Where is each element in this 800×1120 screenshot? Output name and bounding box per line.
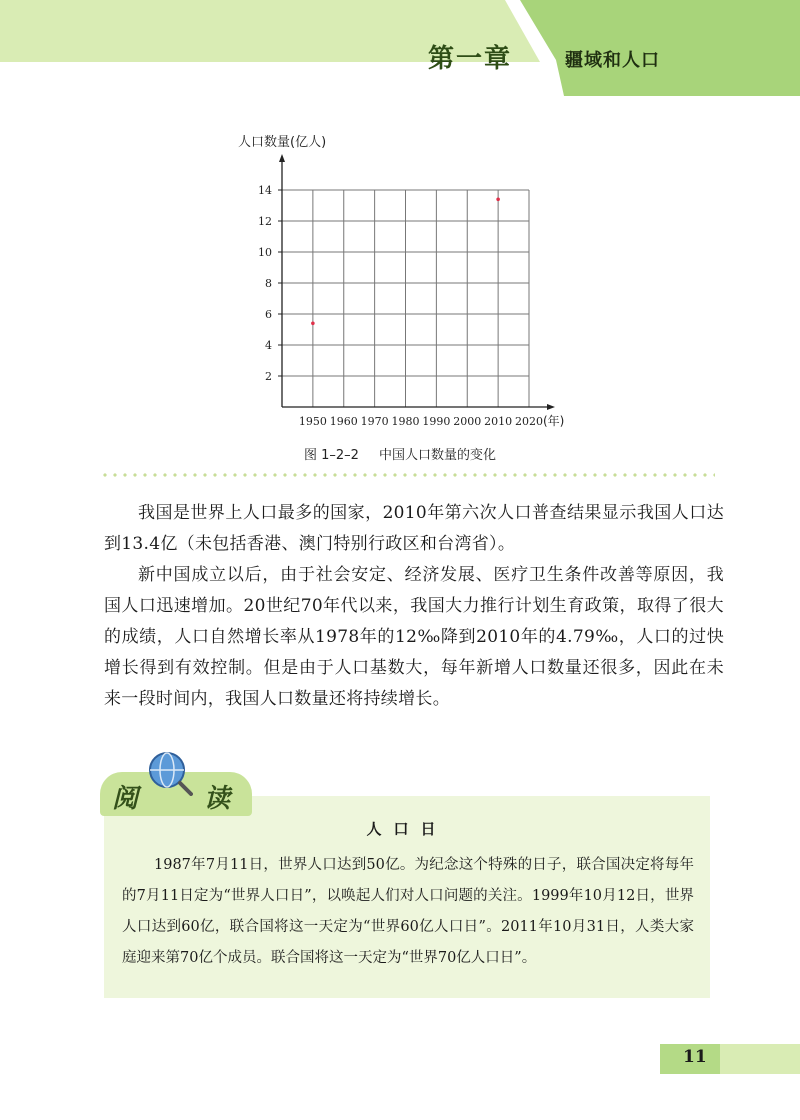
y-tick-label: 6 — [265, 308, 272, 321]
y-tick-label: 10 — [258, 246, 272, 259]
page-number: 11 — [683, 1047, 707, 1067]
y-axis-arrow — [279, 154, 285, 162]
figure-number: 图 1–2–2 — [303, 448, 359, 463]
reading-label-left: 阅 — [112, 784, 139, 814]
globe-magnifier-icon — [145, 748, 193, 796]
dotted-divider — [100, 473, 715, 477]
reading-text: 1987年7月11日，世界人口达到50亿。为纪念这个特殊的日子，联合国决定将每年的7月11日定为“世界人口日”，以唤起人们对人口问题的关注。1999年10月12日，世界人口达到60亿，联合国将这一天定为“世界60亿人口日”。2011年10月31日，人类大家庭迎来第70亿个成员。联合国将这一天定为“世界70亿人口日”。 — [122, 857, 694, 966]
x-tick-label: 1990 — [422, 415, 451, 428]
y-tick-label: 8 — [265, 277, 272, 290]
reading-title: 人口日 — [366, 820, 448, 838]
population-chart — [230, 128, 590, 440]
x-tick-label: 1970 — [360, 415, 389, 428]
header-band-right — [520, 0, 800, 96]
figure-caption-text: 中国人口数量的变化 — [379, 448, 497, 463]
x-tick-label: 2020 — [515, 415, 543, 428]
reading-label-right: 读 — [204, 784, 231, 814]
figure-caption — [0, 444, 800, 463]
paragraph-2: 新中国成立以后，由于社会安定、经济发展、医疗卫生条件改善等原因，我国人口迅速增加。20世纪70年代以来，我国大力推行计划生育政策，取得了很大的成绩，人口自然增长率从1978年的12‰降到2010年的4.79‰，人口的过快增长得到有效控制。但是由于人口基数大，每年新增人口数量还很多，因此在未来一段时间内，我国人口数量还将持续增长。 — [104, 565, 724, 709]
body-text — [104, 498, 724, 715]
y-tick-label: 12 — [258, 215, 272, 228]
y-tick-label: 4 — [265, 339, 272, 352]
x-tick-label: 2010 — [484, 415, 513, 428]
x-tick-label: 1950 — [298, 415, 327, 428]
y-axis-label: 人口数量(亿人) — [238, 135, 327, 150]
footer-band-tail — [720, 1044, 800, 1074]
x-axis-label: (年) — [543, 414, 565, 428]
x-tick-label: 1960 — [329, 415, 358, 428]
chapter-title: 疆域和人口 — [565, 50, 660, 71]
x-tick-label: 2000 — [453, 415, 482, 428]
y-tick-label: 14 — [258, 184, 272, 197]
chapter-label: 第一章 — [428, 44, 513, 74]
y-tick-label: 2 — [265, 370, 272, 383]
x-axis-arrow — [547, 404, 555, 410]
data-point — [311, 322, 315, 326]
x-tick-label: 1980 — [391, 415, 420, 428]
data-point — [496, 198, 500, 202]
paragraph-1: 我国是世界上人口最多的国家，2010年第六次人口普查结果显示我国人口达到13.4亿（未包括香港、澳门特别行政区和台湾省）。 — [104, 503, 724, 554]
